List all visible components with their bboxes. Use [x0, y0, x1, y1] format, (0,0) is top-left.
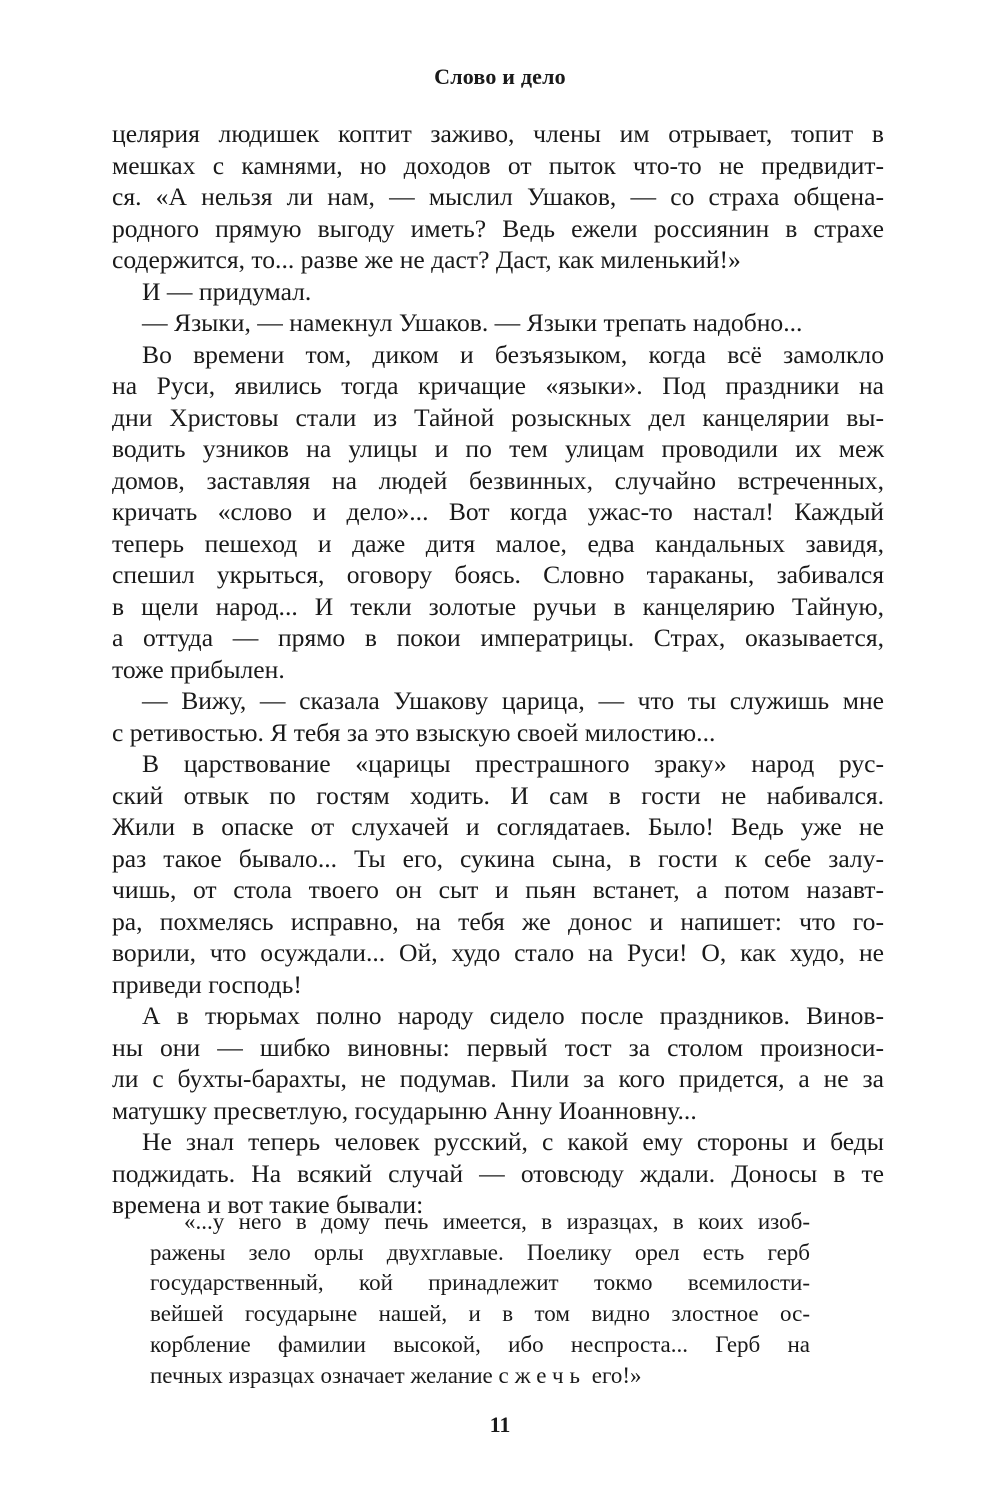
text-line: дни Христовы стали из Тайной розыскных дел канцелярии вы-: [112, 402, 884, 432]
text-line: содержится, то... разве же не даст? Даст, как миленький!»: [112, 245, 741, 274]
text-line: Жили в опаске от слухачей и соглядатаев. Было! Ведь уже не: [112, 812, 884, 841]
quote-line-start: печных изразцах означает желание: [150, 1362, 499, 1388]
text-line: ся. «А нельзя ли нам, — мыслил Ушаков, — со страха общена-: [112, 182, 884, 211]
text-line: водить узников на улицы и по тем улицам проводили их меж: [112, 434, 884, 463]
text-line: спешил укрыться, оговору боясь. Словно тараканы, забивался: [112, 560, 884, 589]
text-line: с ретивостью. Я тебя за это взыскую своей милостию...: [112, 717, 716, 747]
quote-line: ражены зело орлы двухглавые. Поелику орел есть герб: [150, 1239, 810, 1265]
text-line: А в тюрьмах полно народу сидело после праздников. Винов-: [142, 1001, 884, 1030]
text-line: кричать «слово и дело»... Вот когда ужас-то настал! Каждый: [112, 497, 884, 526]
quote-line-end: его!»: [586, 1362, 642, 1388]
text-line: ский отвык по гостям ходить. И сам в гости не набивался.: [112, 780, 884, 810]
quote-line: государственный, кой принадлежит токмо всемилости-: [150, 1270, 810, 1296]
text-line: И — придумал.: [142, 276, 312, 306]
text-line: чишь, от стола твоего он сыт и пьян встанет, а потом назавт-: [112, 875, 884, 904]
text-line: мешках с камнями, но доходов от пыток что-то не предвидит-: [112, 150, 884, 180]
text-line: теперь пешеход и даже дитя малое, едва кандальных завидя,: [112, 528, 884, 558]
body-text: [112, 118, 884, 1221]
text-line: ра, похмелясь исправно, на тебя же донос и напишет: что го-: [112, 906, 884, 936]
text-line: раз такое бывало... Ты его, сукина сына, в гости к себе залу-: [112, 843, 884, 873]
page-number: 11: [489, 1412, 511, 1437]
text-line: а оттуда — прямо в покои императрицы. Страх, оказывается,: [112, 623, 884, 652]
text-line: в щели народ... И текли золотые ручьи в канцелярию Тайную,: [112, 591, 884, 621]
text-line: — Вижу, — сказала Ушакову царица, — что ты служишь мне: [142, 686, 884, 715]
text-line: ны они — шибко виновны: первый тост за столом произноси-: [112, 1032, 884, 1062]
text-line: родного прямую выгоду иметь? Ведь ежели россиянин в страхе: [112, 213, 884, 243]
text-line: Во времени том, диком и безъязыком, когда всё замолкло: [142, 339, 884, 369]
quote-line: [150, 1361, 810, 1392]
text-line: матушку пресветлую, государыню Анну Иоанновну...: [112, 1095, 697, 1125]
quoted-denunciation: [150, 1207, 810, 1391]
text-line: времена и вот такие бывали:: [112, 1190, 424, 1219]
text-line: В царствование «царицы престрашного зраку» народ рус-: [142, 749, 884, 778]
text-line: ворили, что осуждали... Ой, худо стало на Руси! О, как худо, не: [112, 938, 884, 967]
text-line: — Языки, — намекнул Ушаков. — Языки трепать надобно...: [142, 308, 803, 337]
quote-line: вейшей государыне нашей, и в том видно злостное ос-: [150, 1301, 810, 1327]
text-line: на Руси, явились тогда кричащие «языки». Под праздники на: [112, 371, 884, 400]
text-line: ли с бухты-барахты, не подумав. Пили за кого придется, а не за: [112, 1064, 884, 1093]
text-line: приведи господь!: [112, 969, 302, 999]
text-line: целярия людишек коптит заживо, члены им отрывает, топит в: [112, 119, 884, 148]
quote-line: «...у него в дому печь имеется, в изразцах, в коих изоб-: [184, 1209, 810, 1234]
text-line: тоже прибылен.: [112, 654, 285, 684]
text-line: Не знал теперь человек русский, с какой ему стороны и беды: [142, 1127, 884, 1156]
spaced-emphasis: сжечь: [498, 1362, 587, 1388]
text-line: домов, заставляя на людей безвинных, случайно встреченных,: [112, 465, 884, 495]
quote-line: корбление фамилии высокой, ибо неспроста... Герб на: [150, 1331, 810, 1357]
running-head: Слово и дело: [434, 64, 566, 89]
text-line: поджидать. На всякий случай — отовсюду ждали. Доносы в те: [112, 1158, 884, 1188]
